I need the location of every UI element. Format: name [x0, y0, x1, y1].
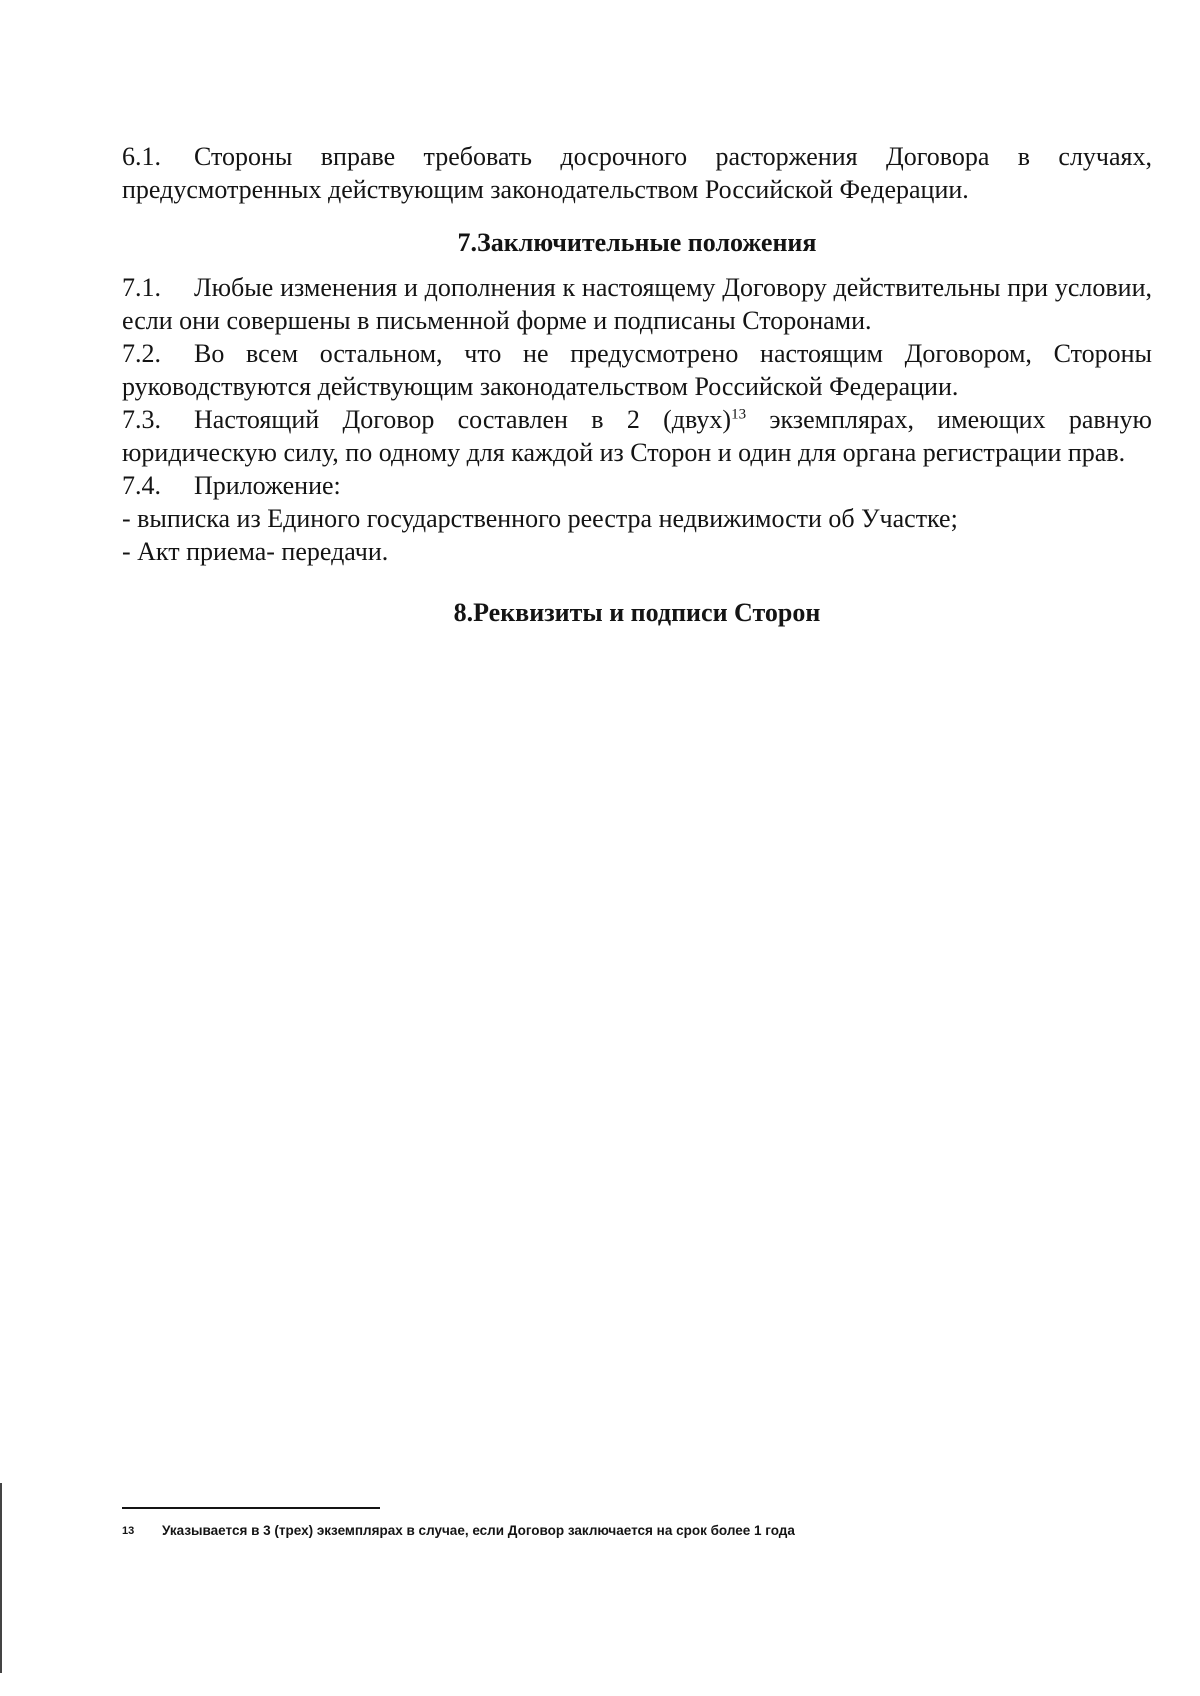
paragraph-7-4 — [122, 469, 1152, 502]
paragraph-text: Любые изменения и дополнения к настоящему Договору действительны при условии, если они совершены в письменной форме и подписаны Сторонами. — [122, 273, 1152, 335]
paragraph-text: Приложение: — [194, 471, 341, 500]
footnote — [122, 1522, 795, 1540]
footnote-separator — [122, 1507, 380, 1509]
paragraph-number: 7.2. — [122, 339, 161, 368]
paragraph-number: 7.4. — [122, 471, 161, 500]
section-7-heading: 7.Заключительные положения — [457, 228, 817, 257]
paragraph-number: 7.3. — [122, 405, 161, 434]
paragraph-number: 6.1. — [122, 142, 161, 171]
paragraph-7-3 — [122, 403, 1152, 469]
footnote-text: Указывается в 3 (трех) экземплярах в случае, если Договор заключается на срок более 1 года — [162, 1523, 795, 1538]
document-body — [122, 140, 1152, 629]
paragraph-7-2 — [122, 337, 1152, 403]
paragraph-7-1 — [122, 271, 1152, 337]
paragraph-number: 7.1. — [122, 273, 161, 302]
footnote-reference: 13 — [731, 406, 747, 423]
attachment-item-1: - выписка из Единого государственного реестра недвижимости об Участке; — [122, 504, 958, 533]
paragraph-text: Во всем остальном, что не предусмотрено настоящим Договором, Стороны руководствуются действующим законодательством Российской Федерации. — [122, 339, 1152, 401]
attachment-item-2: - Акт приема- передачи. — [122, 537, 389, 566]
footnote-number: 13 — [122, 1525, 135, 1537]
paragraph-text-continued: экземплярах, имеющих равную юридическую силу, по одному для каждой из Сторон и один для органа регистрации прав. — [122, 405, 1152, 467]
paragraph-text: Настоящий Договор составлен в 2 (двух) — [194, 405, 732, 434]
scan-edge-mark — [0, 1483, 2, 1673]
paragraph-text: Стороны вправе требовать досрочного расторжения Договора в случаях, предусмотренных действующим законодательством Российской Федерации. — [122, 142, 1152, 204]
section-8-heading: 8.Реквизиты и подписи Сторон — [453, 598, 821, 627]
paragraph-6-1 — [122, 140, 1152, 206]
